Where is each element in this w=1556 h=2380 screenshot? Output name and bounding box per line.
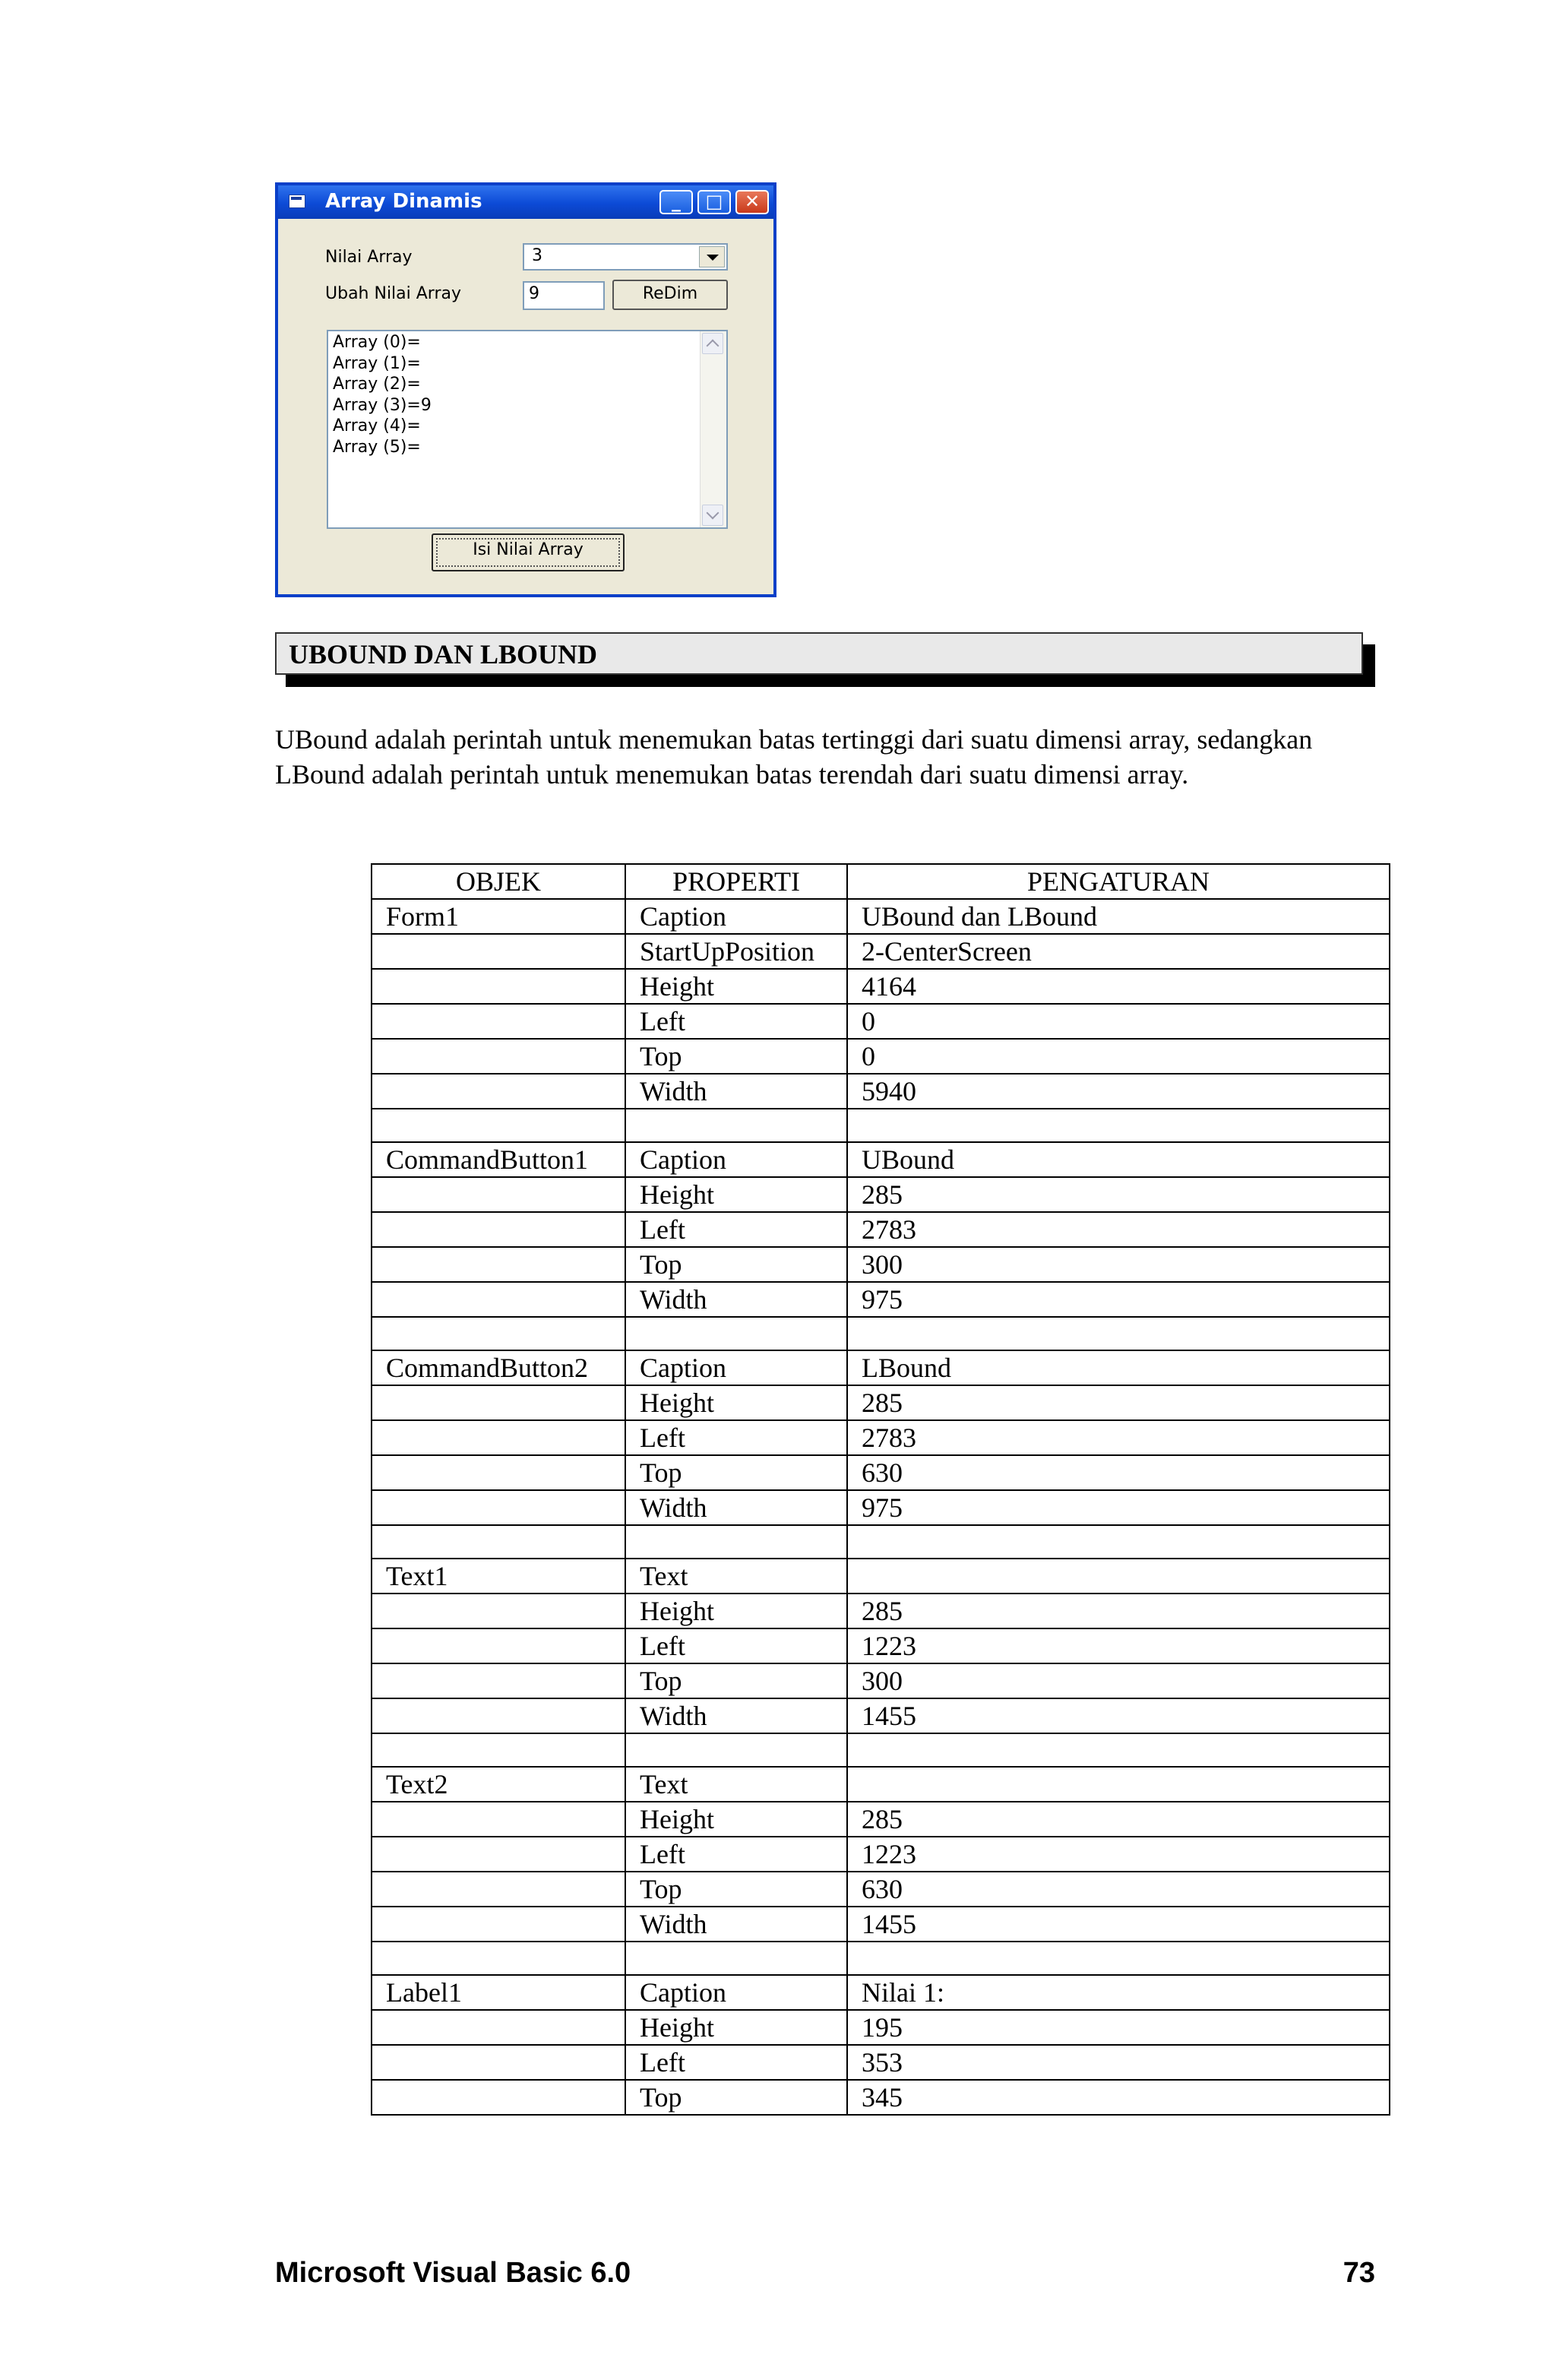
table-cell bbox=[625, 1525, 847, 1559]
minimize-icon[interactable]: _ bbox=[659, 190, 693, 214]
table-cell: Caption bbox=[625, 1142, 847, 1177]
table-cell bbox=[372, 1282, 625, 1317]
table-cell bbox=[372, 2080, 625, 2115]
table-row bbox=[372, 934, 1390, 969]
list-item[interactable]: Array (0)= bbox=[333, 333, 421, 352]
table-row bbox=[372, 1942, 1390, 1975]
table-row bbox=[372, 1907, 1390, 1942]
table-cell bbox=[372, 1525, 625, 1559]
table-cell: 2783 bbox=[847, 1420, 1390, 1455]
table-cell: Width bbox=[625, 1907, 847, 1942]
table-cell: Text1 bbox=[372, 1559, 625, 1594]
table-row bbox=[372, 899, 1390, 934]
table-cell: 0 bbox=[847, 1004, 1390, 1039]
table-cell bbox=[625, 1942, 847, 1975]
table-row bbox=[372, 1109, 1390, 1142]
table-row bbox=[372, 1420, 1390, 1455]
table-cell bbox=[625, 1733, 847, 1767]
table-cell: 975 bbox=[847, 1282, 1390, 1317]
isi-nilai-array-button[interactable]: Isi Nilai Array bbox=[432, 533, 625, 571]
body-paragraph: UBound adalah perintah untuk menemukan batas tertinggi dari suatu dimensi array, sedangkan LBound adalah perintah untuk menemukan batas terendah dari suatu dimensi array. bbox=[275, 724, 1313, 790]
table-cell: 1455 bbox=[847, 1698, 1390, 1733]
table-row bbox=[372, 1385, 1390, 1420]
table-cell bbox=[372, 1594, 625, 1628]
scroll-down-icon[interactable] bbox=[702, 505, 723, 526]
table-cell bbox=[372, 1698, 625, 1733]
footer-title: Microsoft Visual Basic 6.0 bbox=[275, 2257, 631, 2289]
section-heading-box bbox=[275, 632, 1363, 675]
table-row bbox=[372, 1802, 1390, 1837]
table-row bbox=[372, 1525, 1390, 1559]
table-cell: 1223 bbox=[847, 1837, 1390, 1872]
table-cell: UBound dan LBound bbox=[847, 899, 1390, 934]
list-item[interactable]: Array (2)= bbox=[333, 375, 421, 394]
table-cell: CommandButton2 bbox=[372, 1350, 625, 1385]
table-row bbox=[372, 1177, 1390, 1212]
table-cell bbox=[372, 2045, 625, 2080]
table-cell: StartUpPosition bbox=[625, 934, 847, 969]
table-cell: 2783 bbox=[847, 1212, 1390, 1247]
table-cell bbox=[372, 1455, 625, 1490]
table-cell bbox=[372, 1317, 625, 1350]
table-cell bbox=[372, 1802, 625, 1837]
table-row bbox=[372, 2080, 1390, 2115]
table-cell: Top bbox=[625, 2080, 847, 2115]
table-cell bbox=[372, 2010, 625, 2045]
table-row bbox=[372, 1767, 1390, 1802]
table-cell: Text2 bbox=[372, 1767, 625, 1802]
list-item[interactable]: Array (3)=9 bbox=[333, 395, 432, 415]
table-row bbox=[372, 1663, 1390, 1698]
list-item[interactable]: Array (4)= bbox=[333, 416, 421, 435]
table-cell: 300 bbox=[847, 1247, 1390, 1282]
table-cell bbox=[372, 1628, 625, 1663]
list-item[interactable]: Array (5)= bbox=[333, 437, 421, 457]
table-cell: Caption bbox=[625, 899, 847, 934]
table-cell: 5940 bbox=[847, 1074, 1390, 1109]
table-row bbox=[372, 1282, 1390, 1317]
table-row bbox=[372, 1837, 1390, 1872]
table-cell: Left bbox=[625, 1420, 847, 1455]
table-row bbox=[372, 2045, 1390, 2080]
table-row bbox=[372, 1594, 1390, 1628]
close-icon[interactable]: ✕ bbox=[735, 190, 769, 214]
table-cell: Top bbox=[625, 1039, 847, 1074]
table-cell bbox=[372, 1039, 625, 1074]
array-dinamis-window bbox=[275, 182, 776, 597]
table-cell: Left bbox=[625, 2045, 847, 2080]
table-cell: Form1 bbox=[372, 899, 625, 934]
table-cell: Height bbox=[625, 969, 847, 1004]
section-heading: UBOUND DAN LBOUND bbox=[289, 639, 598, 669]
table-cell: Nilai 1: bbox=[847, 1975, 1390, 2010]
table-cell: 285 bbox=[847, 1177, 1390, 1212]
column-header: PENGATURAN bbox=[847, 864, 1390, 899]
table-cell bbox=[372, 1109, 625, 1142]
table-row bbox=[372, 1247, 1390, 1282]
table-cell: Caption bbox=[625, 1975, 847, 2010]
chevron-down-icon[interactable] bbox=[699, 246, 725, 267]
table-cell bbox=[372, 1663, 625, 1698]
table-cell bbox=[847, 1525, 1390, 1559]
table-row bbox=[372, 1628, 1390, 1663]
table-cell bbox=[372, 1837, 625, 1872]
scroll-up-icon[interactable] bbox=[702, 333, 723, 354]
table-cell: 630 bbox=[847, 1872, 1390, 1907]
table-cell: Top bbox=[625, 1872, 847, 1907]
table-cell: Label1 bbox=[372, 1975, 625, 2010]
table-cell bbox=[372, 969, 625, 1004]
nilai-array-combo[interactable] bbox=[523, 243, 728, 271]
table-cell bbox=[372, 1247, 625, 1282]
table-cell bbox=[372, 1004, 625, 1039]
table-cell: Height bbox=[625, 1385, 847, 1420]
table-cell: Height bbox=[625, 1802, 847, 1837]
table-cell: Width bbox=[625, 1282, 847, 1317]
table-cell: Left bbox=[625, 1004, 847, 1039]
combo-value: 3 bbox=[532, 246, 542, 265]
table-row bbox=[372, 969, 1390, 1004]
table-cell: 195 bbox=[847, 2010, 1390, 2045]
table-row bbox=[372, 1317, 1390, 1350]
table-cell: 975 bbox=[847, 1490, 1390, 1525]
table-cell: Text bbox=[625, 1559, 847, 1594]
table-cell: 630 bbox=[847, 1455, 1390, 1490]
table-row bbox=[372, 1455, 1390, 1490]
window-titlebar bbox=[278, 185, 773, 219]
table-cell: UBound bbox=[847, 1142, 1390, 1177]
table-cell: 0 bbox=[847, 1039, 1390, 1074]
table-cell: 353 bbox=[847, 2045, 1390, 2080]
table-row bbox=[372, 1212, 1390, 1247]
table-cell: 285 bbox=[847, 1594, 1390, 1628]
table-cell: CommandButton1 bbox=[372, 1142, 625, 1177]
window-title: Array Dinamis bbox=[325, 190, 482, 213]
table-row bbox=[372, 1733, 1390, 1767]
maximize-icon[interactable]: □ bbox=[697, 190, 731, 214]
table-cell: 345 bbox=[847, 2080, 1390, 2115]
table-cell bbox=[847, 1559, 1390, 1594]
listbox-scrollbar[interactable] bbox=[700, 331, 726, 527]
table-cell: Height bbox=[625, 1177, 847, 1212]
table-cell: Width bbox=[625, 1490, 847, 1525]
table-cell bbox=[847, 1767, 1390, 1802]
table-cell bbox=[372, 1385, 625, 1420]
table-row bbox=[372, 1350, 1390, 1385]
list-item[interactable]: Array (1)= bbox=[333, 353, 421, 373]
table-cell: Left bbox=[625, 1628, 847, 1663]
table-cell: Width bbox=[625, 1074, 847, 1109]
table-row bbox=[372, 2010, 1390, 2045]
form-icon bbox=[289, 195, 305, 208]
table-cell: 300 bbox=[847, 1663, 1390, 1698]
table-row bbox=[372, 1490, 1390, 1525]
table-cell bbox=[372, 1907, 625, 1942]
table-cell bbox=[372, 934, 625, 969]
redim-button[interactable]: ReDim bbox=[612, 280, 728, 310]
table-cell: Height bbox=[625, 1594, 847, 1628]
table-cell: Width bbox=[625, 1698, 847, 1733]
array-listbox[interactable] bbox=[327, 330, 728, 529]
table-cell: 2-CenterScreen bbox=[847, 934, 1390, 969]
ubah-nilai-label: Ubah Nilai Array bbox=[325, 284, 462, 303]
table-cell bbox=[847, 1942, 1390, 1975]
table-row bbox=[372, 1004, 1390, 1039]
table-cell bbox=[847, 1317, 1390, 1350]
table-cell bbox=[372, 1420, 625, 1455]
ubah-nilai-input[interactable]: 9 bbox=[523, 281, 605, 310]
table-cell: 1223 bbox=[847, 1628, 1390, 1663]
table-header-row bbox=[372, 864, 1390, 899]
table-cell: 285 bbox=[847, 1385, 1390, 1420]
table-row bbox=[372, 1074, 1390, 1109]
table-cell bbox=[372, 1733, 625, 1767]
column-header: OBJEK bbox=[372, 864, 625, 899]
table-cell: Text bbox=[625, 1767, 847, 1802]
table-cell: Top bbox=[625, 1455, 847, 1490]
column-header: PROPERTI bbox=[625, 864, 847, 899]
table-cell bbox=[625, 1109, 847, 1142]
table-row bbox=[372, 1975, 1390, 2010]
table-cell: Top bbox=[625, 1247, 847, 1282]
table-row bbox=[372, 1872, 1390, 1907]
page-number: 73 bbox=[1343, 2257, 1375, 2289]
table-cell: 1455 bbox=[847, 1907, 1390, 1942]
table-cell: Caption bbox=[625, 1350, 847, 1385]
table-row bbox=[372, 1698, 1390, 1733]
table-cell bbox=[625, 1317, 847, 1350]
table-cell bbox=[372, 1872, 625, 1907]
table-cell: LBound bbox=[847, 1350, 1390, 1385]
table-cell bbox=[372, 1490, 625, 1525]
table-cell: Left bbox=[625, 1212, 847, 1247]
nilai-array-label: Nilai Array bbox=[325, 248, 413, 267]
properties-table bbox=[371, 863, 1390, 2116]
table-cell bbox=[372, 1212, 625, 1247]
table-cell: Height bbox=[625, 2010, 847, 2045]
table-cell bbox=[847, 1733, 1390, 1767]
table-cell bbox=[847, 1109, 1390, 1142]
table-cell: Top bbox=[625, 1663, 847, 1698]
table-cell: 4164 bbox=[847, 969, 1390, 1004]
table-row bbox=[372, 1559, 1390, 1594]
table-cell bbox=[372, 1177, 625, 1212]
table-row bbox=[372, 1039, 1390, 1074]
table-cell: 285 bbox=[847, 1802, 1390, 1837]
table-row bbox=[372, 1142, 1390, 1177]
table-cell bbox=[372, 1942, 625, 1975]
table-cell: Left bbox=[625, 1837, 847, 1872]
table-cell bbox=[372, 1074, 625, 1109]
